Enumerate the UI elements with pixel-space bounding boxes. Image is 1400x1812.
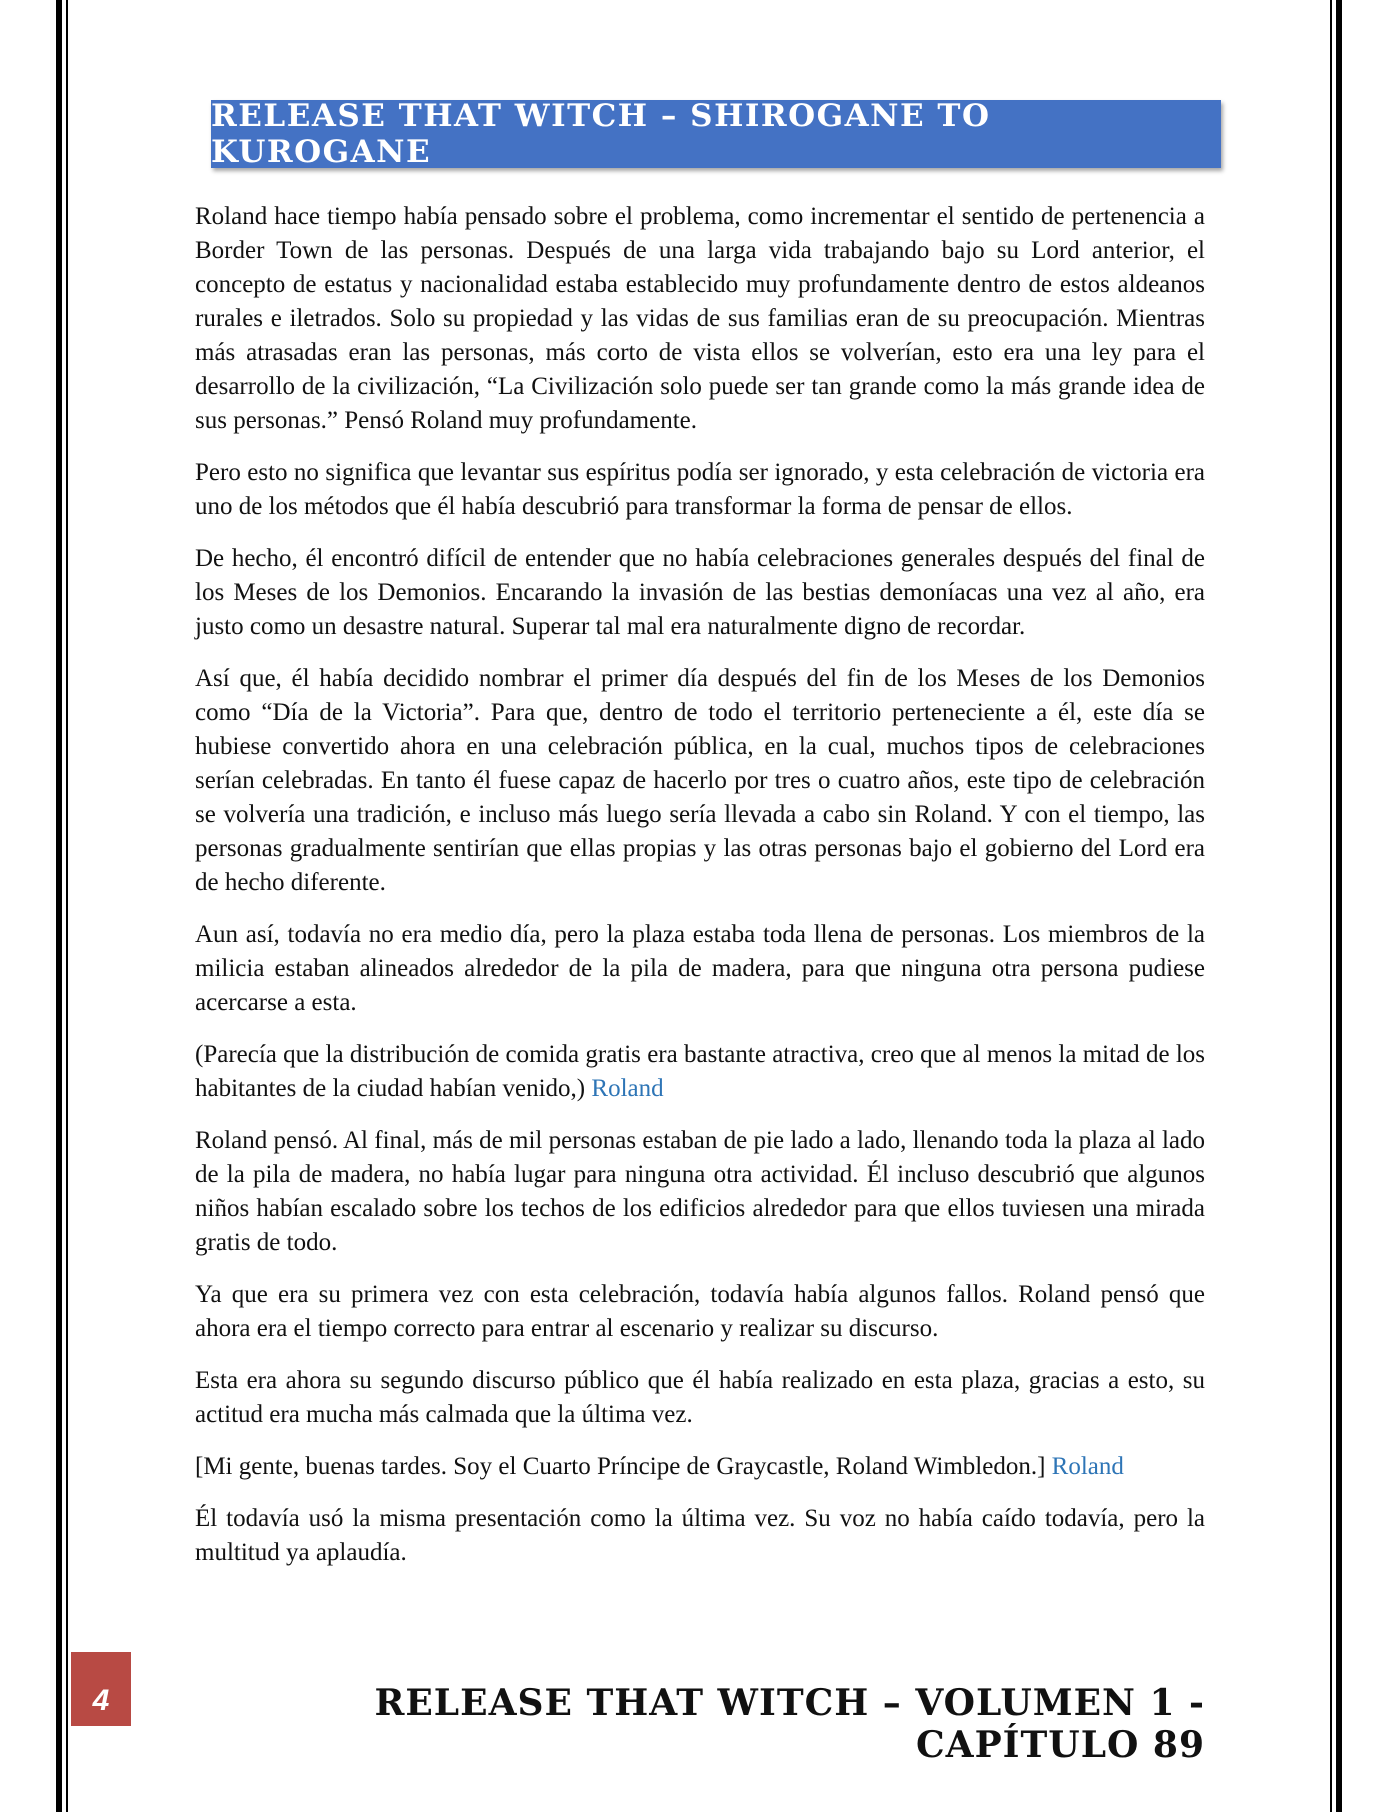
speech-paragraph — [195, 1450, 1205, 1484]
speaker-tag: Roland — [591, 1075, 664, 1102]
thought-text: (Parecía que la distribución de comida gratis era bastante atractiva, creo que al menos la mitad de los habitantes de la ciudad habían venido,) — [195, 1041, 1205, 1102]
speech-text: [Mi gente, buenas tardes. Soy el Cuarto Príncipe de Graycastle, Roland Wimbledon.] — [195, 1453, 1046, 1480]
paragraph: Esta era ahora su segundo discurso público que él había realizado en esta plaza, gracias a esto, su actitud era mucha más calmada que la última vez. — [195, 1367, 1205, 1428]
page-number-box — [71, 1652, 131, 1722]
paragraph: De hecho, él encontró difícil de entender que no había celebraciones generales después del final de los Meses de los Demonios. Encarando la invasión de las bestias demoníacas una vez al año, era justo como un desastre natural. Superar tal mal era naturalmente digno de recordar. — [195, 545, 1205, 640]
page-number: 4 — [92, 1684, 110, 1717]
document-body — [195, 200, 1205, 1588]
paragraph: Pero esto no significa que levantar sus espíritus podía ser ignorado, y esta celebración de victoria era uno de los métodos que él había descubrió para transformar la forma de pensar de ellos. — [195, 459, 1205, 520]
page-border-left-outer — [56, 0, 62, 1812]
paragraph: Él todavía usó la misma presentación como la última vez. Su voz no había caído todavía, pero la multitud ya aplaudía. — [195, 1505, 1205, 1566]
page-number-underline — [71, 1722, 131, 1726]
paragraph: Roland hace tiempo había pensado sobre el problema, como incrementar el sentido de pertenencia a Border Town de las personas. Después de una larga vida trabajando bajo su Lord anterior, el concepto de estatus y nacionalidad estaba establecido muy profundamente dentro de estos aldeanos rurales e iletrados. Solo su propiedad y las vidas de sus familias eran de su preocupación. Mientras más atrasadas eran las personas, más corto de vista ellos se volverían, esto era una ley para el desarrollo de la civilización, “La Civilización solo puede ser tan grande como la más grande idea de sus personas.” Pensó Roland muy profundamente. — [195, 203, 1205, 434]
page-border-left-inner — [66, 0, 68, 1812]
header-title: RELEASE THAT WITCH – SHIROGANE TO KUROGANE — [211, 98, 991, 170]
speaker-tag: Roland — [1051, 1453, 1124, 1480]
paragraph: Así que, él había decidido nombrar el primer día después del fin de los Meses de los Demonios como “Día de la Victoria”. Para que, dentro de todo el territorio perteneciente a él, este día se hubiese convertido ahora en una celebración pública, en la cual, muchos tipos de celebraciones serían celebradas. En tanto él fuese capaz de hacerlo por tres o cuatro años, este tipo de celebración se volvería una tradición, e incluso más luego sería llevada a cabo sin Roland. Y con el tiempo, las personas gradualmente sentirían que ellas propias y las otras personas bajo el gobierno del Lord era de hecho diferente. — [195, 665, 1205, 896]
paragraph: Aun así, todavía no era medio día, pero la plaza estaba toda llena de personas. Los miembros de la milicia estaban alineados alrededor de la pila de madera, para que ninguna otra persona pudiese acercarse a esta. — [195, 921, 1205, 1016]
paragraph: Ya que era su primera vez con esta celebración, todavía había algunos fallos. Roland pensó que ahora era el tiempo correcto para entrar al escenario y realizar su discurso. — [195, 1281, 1205, 1342]
paragraph: Roland pensó. Al final, más de mil personas estaban de pie lado a lado, llenando toda la plaza al lado de la pila de madera, no había lugar para ninguna otra actividad. Él incluso descubrió que algunos niños habían escalado sobre los techos de los edificios alrededor para que ellos tuviesen una mirada gratis de todo. — [195, 1127, 1205, 1256]
thought-paragraph — [195, 1038, 1205, 1106]
footer-title: RELEASE THAT WITCH – VOLUMEN 1 - CAPÍTULO 89 — [374, 1682, 1205, 1766]
header-banner — [211, 100, 1221, 168]
page-border-right-outer — [1336, 0, 1342, 1812]
page-border-right-inner — [1330, 0, 1332, 1812]
